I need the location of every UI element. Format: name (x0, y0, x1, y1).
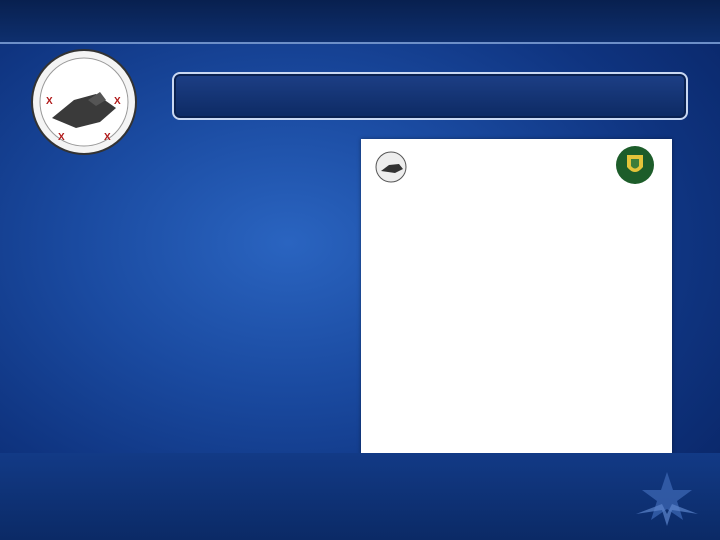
svg-text:X: X (46, 96, 53, 107)
form-logo-icon (375, 151, 407, 183)
svg-text:X: X (104, 132, 111, 143)
title-box (172, 72, 688, 120)
header-divider (0, 42, 720, 44)
svg-text:X: X (58, 132, 65, 143)
air-force-emblem-icon (632, 470, 702, 530)
header-bar (0, 0, 720, 42)
svg-text:X: X (114, 96, 121, 107)
form-shield-icon (615, 145, 655, 185)
footer-bar (0, 453, 720, 540)
detachment-logo (30, 48, 138, 156)
